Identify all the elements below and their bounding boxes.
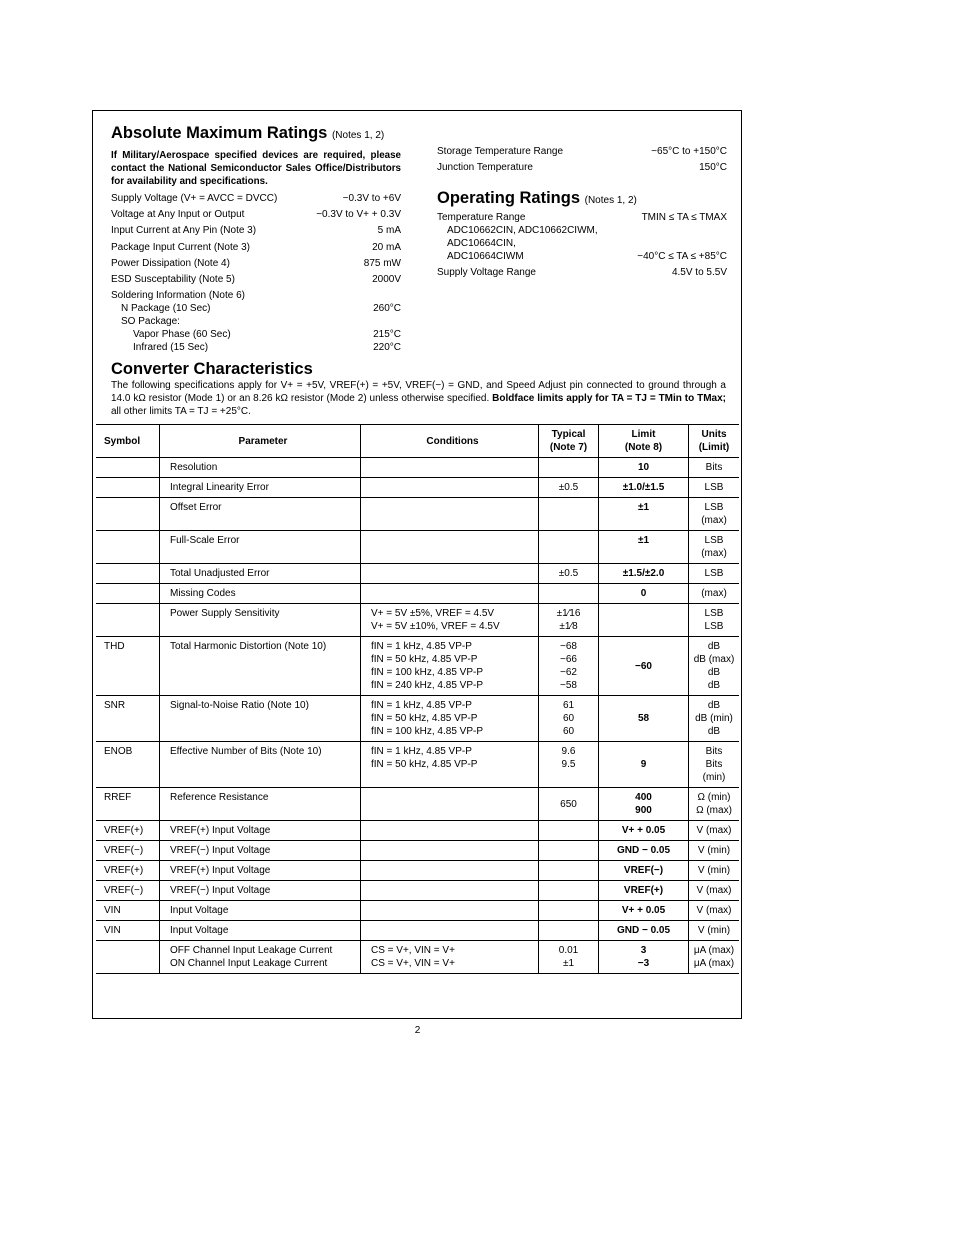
table-row	[96, 564, 739, 584]
cell-parameter: VREF(−) Input Voltage	[160, 841, 361, 861]
cell-typical	[539, 901, 599, 921]
header-typical: Typical (Note 7)	[539, 425, 599, 458]
cell-units: LSB (max)	[689, 498, 740, 531]
cell-units: V (min)	[689, 921, 740, 941]
operating-part-line2: ADC10664CIN,	[447, 238, 516, 250]
cell-typical: ±1⁄16 ±1⁄8	[539, 604, 599, 637]
cell-symbol	[96, 604, 160, 637]
converter-intro: The following specifications apply for V+ = +5V, VREF(+) = +5V, VREF(−) = GND, and Speed Adjust pin connected to ground through a 14.0 kΩ resistor (Mode 1) or an 8.26 kΩ resistor (Mode 2) unless otherwise specified. Boldface limits apply for TA = TJ = TMin to TMax; all other limits TA = TJ = +25°C.	[111, 380, 726, 417]
cell-parameter: Reference Resistance	[160, 788, 361, 821]
converter-characteristics	[111, 359, 726, 418]
converter-title: Converter Characteristics	[111, 360, 313, 378]
cell-parameter: Power Supply Sensitivity	[160, 604, 361, 637]
cell-conditions: fIN = 1 kHz, 4.85 VP-P fIN = 50 kHz, 4.85 VP-P	[361, 742, 539, 788]
table-row	[96, 458, 739, 478]
cell-typical	[539, 498, 599, 531]
cell-conditions	[361, 531, 539, 564]
rating-row-infrared: Infrared (15 Sec) 220°C	[133, 342, 401, 354]
cell-parameter: Total Unadjusted Error	[160, 564, 361, 584]
cell-limit: −60	[599, 637, 689, 696]
cell-units: V (max)	[689, 901, 740, 921]
table-row	[96, 637, 739, 696]
cell-conditions	[361, 881, 539, 901]
header-limit: Limit (Note 8)	[599, 425, 689, 458]
cell-limit: GND − 0.05	[599, 841, 689, 861]
header-conditions: Conditions	[361, 425, 539, 458]
table-row	[96, 478, 739, 498]
cell-limit: 0	[599, 584, 689, 604]
cell-limit: ±1	[599, 498, 689, 531]
rating-row: Power Dissipation (Note 4) 875 mW	[111, 257, 401, 269]
cell-limit: VREF(+)	[599, 881, 689, 901]
cell-conditions	[361, 458, 539, 478]
cell-limit: V+ + 0.05	[599, 901, 689, 921]
cell-limit: V+ + 0.05	[599, 821, 689, 841]
cell-parameter: Effective Number of Bits (Note 10)	[160, 742, 361, 788]
military-warning: If Military/Aerospace specified devices are required, please contact the National Semiconductor Sales Office/Distributors for availability and specifications.	[111, 150, 401, 187]
cell-symbol: VREF(+)	[104, 865, 144, 876]
table-row	[96, 841, 739, 861]
rating-rows	[111, 208, 401, 286]
rating-row-junction: Junction Temperature 150°C	[437, 162, 727, 174]
table-header-row	[96, 425, 739, 458]
cell-typical	[539, 821, 599, 841]
cell-parameter: VREF(+) Input Voltage	[160, 821, 361, 841]
cell-typical: ±0.5	[539, 478, 599, 498]
cell-conditions	[361, 921, 539, 941]
cell-conditions: fIN = 1 kHz, 4.85 VP-P fIN = 50 kHz, 4.85 VP-P fIN = 100 kHz, 4.85 VP-P	[361, 696, 539, 742]
cell-units: LSB LSB	[689, 604, 740, 637]
cell-symbol: VREF(+)	[104, 825, 144, 836]
cell-symbol	[96, 941, 160, 974]
cell-typical: 650	[539, 788, 599, 821]
cell-limit: 10	[599, 458, 689, 478]
converter-spec-table	[96, 424, 739, 974]
cell-typical	[539, 458, 599, 478]
cell-typical	[539, 881, 599, 901]
table-row	[96, 861, 739, 881]
cell-parameter: Missing Codes	[160, 584, 361, 604]
table-row	[96, 821, 739, 841]
cell-typical	[539, 841, 599, 861]
table-row	[96, 901, 739, 921]
cell-parameter: Integral Linearity Error	[160, 478, 361, 498]
cell-parameter: Offset Error	[160, 498, 361, 531]
cell-typical	[539, 584, 599, 604]
cell-symbol	[96, 478, 160, 498]
rating-row-storage: Storage Temperature Range −65°C to +150°C	[437, 146, 727, 157]
header-parameter: Parameter	[160, 425, 361, 458]
operating-ratings-title: Operating Ratings (Notes 1, 2)	[437, 189, 637, 208]
table-row	[96, 584, 739, 604]
cell-symbol	[96, 531, 160, 564]
table-body	[96, 458, 739, 974]
cell-symbol: VIN	[104, 925, 121, 936]
cell-conditions	[361, 584, 539, 604]
table-row	[96, 788, 739, 821]
cell-parameter: Signal-to-Noise Ratio (Note 10)	[160, 696, 361, 742]
cell-limit: 400 900	[599, 788, 689, 821]
cell-parameter: VREF(+) Input Voltage	[160, 861, 361, 881]
cell-typical: 0.01 ±1	[539, 941, 599, 974]
operating-row-temp: Temperature Range TMIN ≤ TA ≤ TMAX	[437, 212, 727, 224]
cell-symbol: ENOB	[104, 746, 133, 757]
cell-typical	[539, 861, 599, 881]
cell-units: V (min)	[689, 841, 740, 861]
cell-conditions	[361, 901, 539, 921]
cell-units: Bits Bits (min)	[689, 742, 740, 788]
cell-limit: GND − 0.05	[599, 921, 689, 941]
cell-conditions	[361, 788, 539, 821]
cell-units: dB dB (max) dB dB	[689, 637, 740, 696]
cell-symbol: VIN	[104, 905, 121, 916]
cell-symbol: VREF(−)	[104, 885, 144, 896]
cell-conditions	[361, 821, 539, 841]
cell-units: V (max)	[689, 881, 740, 901]
table-row	[96, 604, 739, 637]
rating-row: Voltage at Any Input or Output −0.3V to V+ + 0.3V	[111, 209, 401, 221]
rating-row: ESD Susceptability (Note 5) 2000V	[111, 273, 401, 285]
cell-parameter: Total Harmonic Distortion (Note 10)	[160, 637, 361, 696]
cell-conditions	[361, 498, 539, 531]
cell-typical	[539, 531, 599, 564]
operating-row-parts: ADC10664CIWM −40°C ≤ TA ≤ +85°C	[447, 251, 727, 263]
right-column	[437, 145, 727, 279]
cell-limit: 9	[599, 742, 689, 788]
header-units: Units (Limit)	[689, 425, 740, 458]
cell-units: μA (max) μA (max)	[689, 941, 740, 974]
cell-symbol	[96, 498, 160, 531]
cell-limit: ±1	[599, 531, 689, 564]
cell-units: dB dB (min) dB	[689, 696, 740, 742]
cell-conditions: fIN = 1 kHz, 4.85 VP-P fIN = 50 kHz, 4.85 VP-P fIN = 100 kHz, 4.85 VP-P fIN = 240 kHz, 4.85 VP-P	[361, 637, 539, 696]
cell-symbol: VREF(−)	[104, 845, 144, 856]
rating-row: Input Current at Any Pin (Note 3) 5 mA	[111, 225, 401, 237]
cell-parameter: Input Voltage	[160, 921, 361, 941]
operating-part-line1: ADC10662CIN, ADC10662CIWM,	[447, 225, 598, 237]
table-row	[96, 742, 739, 788]
absolute-maximum-ratings	[111, 123, 401, 354]
rating-row: Package Input Current (Note 3) 20 mA	[111, 241, 401, 253]
table-row	[96, 498, 739, 531]
rating-row-n-package: N Package (10 Sec) 260°C	[121, 303, 401, 315]
cell-limit: ±1.0/±1.5	[599, 478, 689, 498]
cell-parameter: Full-Scale Error	[160, 531, 361, 564]
cell-conditions: CS = V+, VIN = V+ CS = V+, VIN = V+	[361, 941, 539, 974]
cell-units: Ω (min) Ω (max)	[689, 788, 740, 821]
cell-symbol: THD	[104, 641, 125, 652]
cell-units: LSB	[689, 478, 740, 498]
cell-units: (max)	[689, 584, 740, 604]
cell-limit: 58	[599, 696, 689, 742]
cell-parameter: Input Voltage	[160, 901, 361, 921]
cell-units: LSB (max)	[689, 531, 740, 564]
cell-conditions	[361, 564, 539, 584]
cell-limit: ±1.5/±2.0	[599, 564, 689, 584]
rating-row-so-package: SO Package:	[121, 316, 180, 328]
header-symbol: Symbol	[96, 425, 160, 458]
cell-limit: VREF(−)	[599, 861, 689, 881]
cell-typical	[539, 921, 599, 941]
cell-symbol	[96, 564, 160, 584]
table-row	[96, 921, 739, 941]
page-frame	[92, 110, 742, 1019]
cell-symbol	[96, 584, 160, 604]
cell-conditions: V+ = 5V ±5%, VREF = 4.5V V+ = 5V ±10%, VREF = 4.5V	[361, 604, 539, 637]
table-row	[96, 696, 739, 742]
page-number: 2	[414, 1025, 421, 1036]
cell-units: V (max)	[689, 821, 740, 841]
cell-symbol: SNR	[104, 700, 126, 711]
table-row	[96, 941, 739, 974]
cell-typical: ±0.5	[539, 564, 599, 584]
cell-typical: 9.6 9.5	[539, 742, 599, 788]
cell-conditions	[361, 841, 539, 861]
abs-max-title: Absolute Maximum Ratings (Notes 1, 2)	[111, 124, 385, 142]
rating-row-soldering: Soldering Information (Note 6)	[111, 290, 245, 302]
rating-row-vapor: Vapor Phase (60 Sec) 215°C	[133, 329, 401, 341]
cell-conditions	[361, 478, 539, 498]
rating-row-supply: Supply Voltage (V+ = AVCC = DVCC) −0.3V to +6V	[111, 193, 401, 204]
operating-row-supply: Supply Voltage Range 4.5V to 5.5V	[437, 267, 727, 279]
cell-typical: −68 −66 −62 −58	[539, 637, 599, 696]
cell-units: V (min)	[689, 861, 740, 881]
cell-units: Bits	[689, 458, 740, 478]
cell-limit: 3 −3	[599, 941, 689, 974]
cell-parameter: OFF Channel Input Leakage Current ON Channel Input Leakage Current	[160, 941, 361, 974]
cell-units: LSB	[689, 564, 740, 584]
cell-typical: 61 60 60	[539, 696, 599, 742]
cell-conditions	[361, 861, 539, 881]
cell-parameter: VREF(−) Input Voltage	[160, 881, 361, 901]
table-row	[96, 531, 739, 564]
cell-symbol	[96, 458, 160, 478]
table-row	[96, 881, 739, 901]
cell-parameter: Resolution	[160, 458, 361, 478]
cell-symbol: RREF	[104, 792, 132, 803]
cell-limit	[599, 604, 689, 637]
